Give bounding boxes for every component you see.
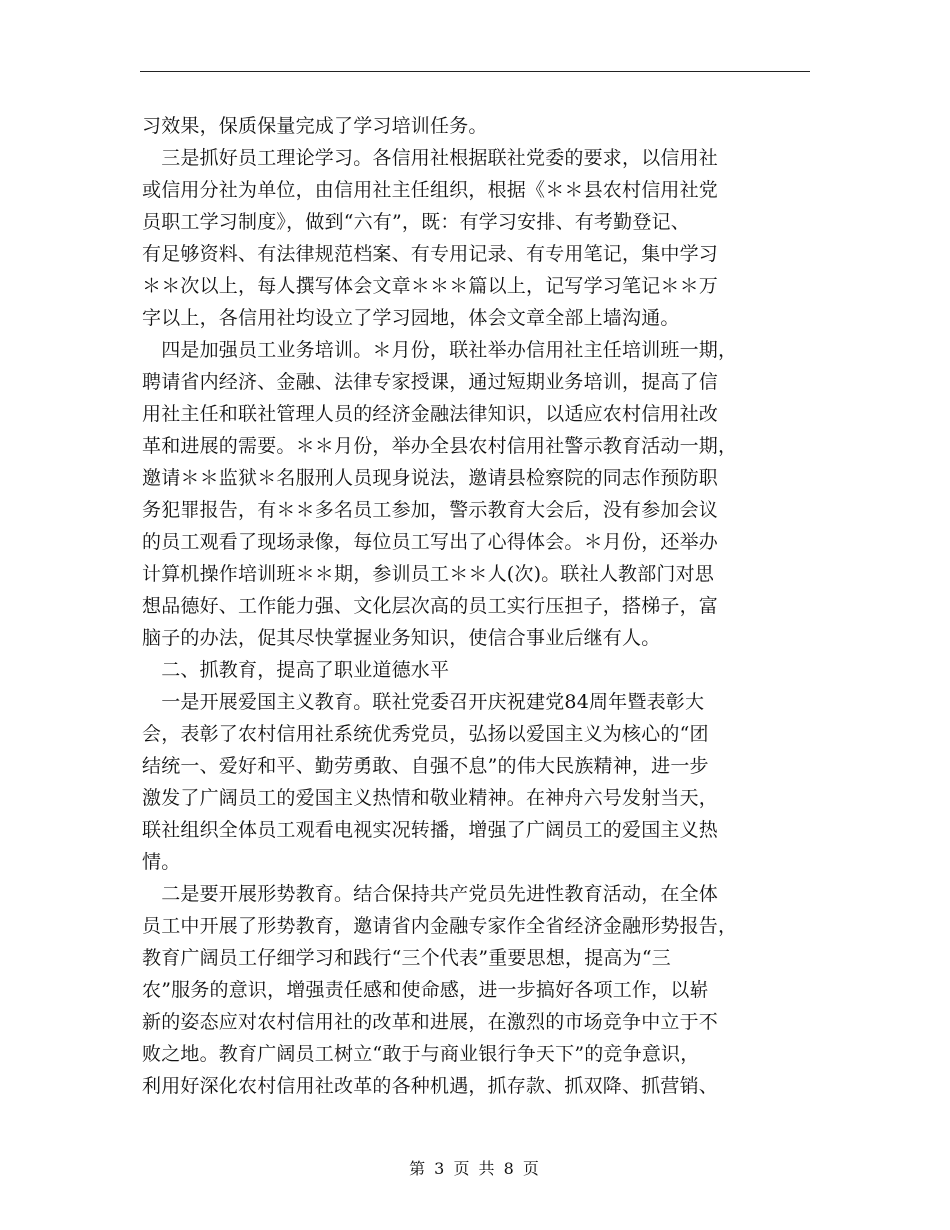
text-line: 邀请＊＊监狱＊名服刑人员现身说法，邀请县检察院的同志作预防职 <box>142 467 719 489</box>
text-line: 新的姿态应对农村信用社的改革和进展，在激烈的市场竞争中立于不 <box>142 1011 719 1033</box>
text-line: 农”服务的意识，增强责任感和使命感，进一步搞好各项工作，以崭 <box>142 979 709 1001</box>
text-line: 革和进展的需要。＊＊月份，举办全县农村信用社警示教育活动一期， <box>142 435 738 457</box>
text-line: 利用好深化农村信用社改革的各种机遇，抓存款、抓双降、抓营销、 <box>142 1075 719 1097</box>
text-line: 或信用分社为单位，由信用社主任组织，根据《＊＊县农村信用社党 <box>142 179 719 201</box>
text-line: 的员工观看了现场录像，每位员工写出了心得体会。＊月份，还举办 <box>142 531 719 553</box>
text-line: 务犯罪报告，有＊＊多名员工参加，警示教育大会后，没有参加会议 <box>142 499 719 521</box>
text-line: 教育广阔员工仔细学习和践行“三个代表”重要思想，提高为“三 <box>142 947 671 969</box>
text-line: 聘请省内经济、金融、法律专家授课，通过短期业务培训，提高了信 <box>142 371 719 393</box>
text-line: 员工中开展了形势教育，邀请省内金融专家作全省经济金融形势报告， <box>142 915 738 937</box>
text-line: 二是要开展形势教育。结合保持共产党员先进性教育活动，在全体 <box>142 883 719 905</box>
text-line: 结统一、爱好和平、勤劳勇敢、自强不息”的伟大民族精神，进一步 <box>142 755 709 777</box>
text-line: 激发了广阔员工的爱国主义热情和敬业精神。在神舟六号发射当天， <box>142 787 719 809</box>
text-line: 四是加强员工业务培训。＊月份，联社举办信用社主任培训班一期， <box>142 339 738 361</box>
text-line: 情。 <box>142 851 181 873</box>
header-rule <box>140 71 810 72</box>
text-line: 习效果，保质保量完成了学习培训任务。 <box>142 115 488 137</box>
text-line: 计算机操作培训班＊＊期，参训员工＊＊人(次)。联社人教部门对思 <box>142 563 715 585</box>
text-line: 字以上，各信用社均设立了学习园地，体会文章全部上墙沟通。 <box>142 307 680 329</box>
text-line: 联社组织全体员工观看电视实况转播，增强了广阔员工的爱国主义热 <box>142 819 719 841</box>
text-line: 想品德好、工作能力强、文化层次高的员工实行压担子，搭梯子，富 <box>142 595 719 617</box>
text-line: 败之地。教育广阔员工树立“敢于与商业银行争天下”的竞争意识， <box>142 1043 700 1065</box>
text-line: 用社主任和联社管理人员的经济金融法律知识，以适应农村信用社改 <box>142 403 719 425</box>
section-heading: 二、抓教育，提高了职业道德水平 <box>142 659 450 681</box>
text-line: 三是抓好员工理论学习。各信用社根据联社党委的要求，以信用社 <box>142 147 719 169</box>
text-line: 员职工学习制度》，做到“六有”，既：有学习安排、有考勤登记、 <box>142 211 690 233</box>
text-line: 会，表彰了农村信用社系统优秀党员，弘扬以爱国主义为核心的“团 <box>142 723 709 745</box>
text-line: ＊＊次以上，每人撰写体会文章＊＊＊篇以上，记写学习笔记＊＊万 <box>142 275 719 297</box>
text-line: 脑子的办法，促其尽快掌握业务知识，使信合事业后继有人。 <box>142 627 661 649</box>
text-line: 有足够资料、有法律规范档案、有专用记录、有专用笔记，集中学习 <box>142 243 719 265</box>
text-line: 一是开展爱国主义教育。联社党委召开庆祝建党84周年暨表彰大 <box>142 691 705 713</box>
document-body <box>142 110 814 1102</box>
page-number: 第 3 页 共 8 页 <box>409 1159 541 1178</box>
